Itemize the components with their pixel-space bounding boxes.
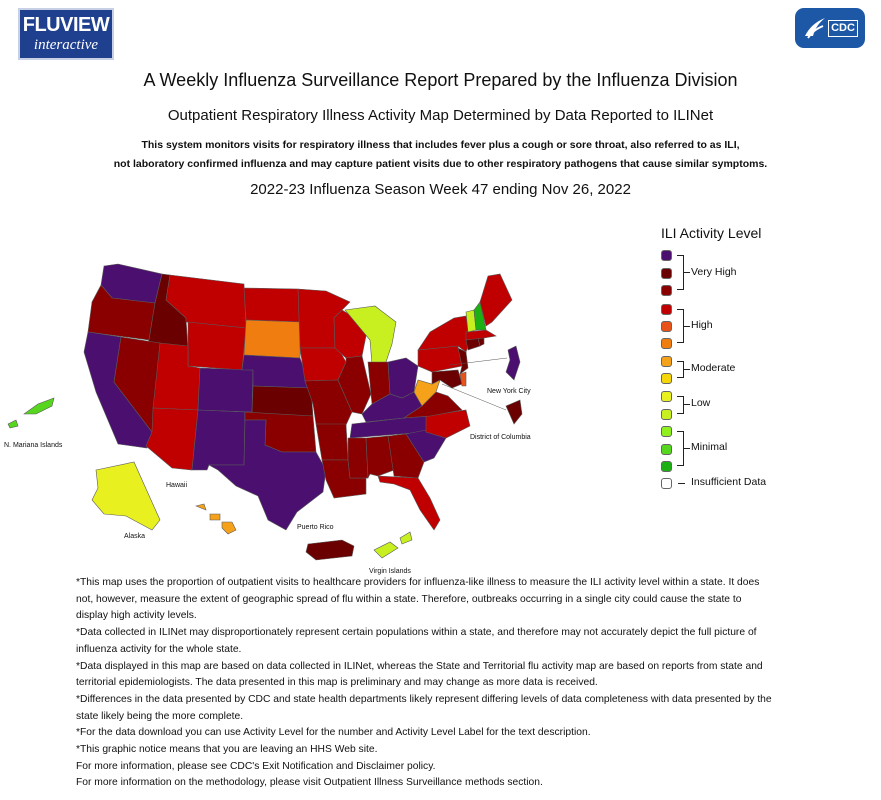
state-north-dakota[interactable] <box>244 288 301 322</box>
state-arizona[interactable] <box>146 408 198 470</box>
legend-swatch-7 <box>661 356 672 367</box>
note-6: *This graphic notice means that you are leaving an HHS Web site. <box>76 744 378 756</box>
legend-swatch-10 <box>661 409 672 420</box>
legend-label-low: Low <box>691 397 711 409</box>
note-4: *Differences in the data presented by CDC and state health departments likely represent differing levels of data completeness with data presented by the state likely being the more complete. <box>76 693 772 722</box>
legend-tick-high <box>683 326 690 327</box>
state-south-dakota[interactable] <box>244 320 301 358</box>
legend-tick-very-high <box>683 272 690 273</box>
note-5: *For the data download you can use Activity Level for the number and Activity Level Label for the text description. <box>76 727 591 739</box>
legend <box>658 225 798 495</box>
legend-label-high: High <box>691 319 713 331</box>
fluview-logo[interactable] <box>18 8 114 60</box>
state-new-mexico[interactable] <box>192 410 245 470</box>
legend-swatch-insufficient <box>661 478 672 489</box>
note-methods-link[interactable]: For more information on the methodology, please visit Outpatient Illness Surveillance methods section. <box>76 777 543 789</box>
legend-swatch-8 <box>661 373 672 384</box>
note-1: *This map uses the proportion of outpatient visits to healthcare providers for influenza-like illness to measure the ILI activity level within a state. It does not, however, measure the extent of geographic spread of flu within a state. Therefore, outbreaks occurring in a single city could cause the state to display high activity levels. <box>76 577 760 622</box>
legend-swatch-11 <box>661 426 672 437</box>
legend-swatch-2 <box>661 268 672 279</box>
state-colorado[interactable] <box>198 368 253 412</box>
state-new-york[interactable] <box>418 316 470 352</box>
hhs-eagle-icon <box>801 14 829 42</box>
legend-swatch-1 <box>661 250 672 261</box>
puerto-rico[interactable] <box>306 540 354 560</box>
description-line-2: not laboratory confirmed influenza and may capture patient visits due to other respiratory pathogens that cause similar symptoms. <box>113 158 768 170</box>
legend-title: ILI Activity Level <box>661 225 762 241</box>
dc-inset[interactable] <box>506 400 522 424</box>
legend-swatch-12 <box>661 444 672 455</box>
legend-swatch-9 <box>661 391 672 402</box>
state-arkansas[interactable] <box>316 424 348 460</box>
label-dc: District of Columbia <box>470 434 531 441</box>
legend-label-very-high: Very High <box>691 266 737 278</box>
footnotes <box>76 575 776 792</box>
label-alaska: Alaska <box>124 533 146 540</box>
legend-tick-insufficient <box>678 483 685 484</box>
note-disclaimer-link[interactable]: For more information, please see CDC's Exit Notification and Disclaimer policy. <box>76 760 436 772</box>
legend-swatch-3 <box>661 285 672 296</box>
legend-label-minimal: Minimal <box>691 441 728 453</box>
legend-tick-low <box>683 404 690 405</box>
fluview-logo-text: FLUVIEW <box>22 14 110 36</box>
state-wyoming[interactable] <box>188 322 246 370</box>
state-florida[interactable] <box>378 476 440 530</box>
legend-swatch-5 <box>661 321 672 332</box>
state-iowa[interactable] <box>300 348 346 381</box>
legend-swatch-6 <box>661 338 672 349</box>
state-mississippi[interactable] <box>348 438 368 478</box>
hawaii[interactable] <box>196 504 236 534</box>
nyc-inset[interactable] <box>506 346 520 380</box>
legend-swatch-13 <box>661 461 672 472</box>
alaska[interactable] <box>92 462 160 530</box>
state-maine[interactable] <box>480 274 512 326</box>
legend-bracket-low <box>677 396 684 414</box>
label-puerto-rico: Puerto Rico <box>297 524 334 531</box>
label-hawaii: Hawaii <box>166 482 188 489</box>
season-label: 2022-23 Influenza Season Week 47 ending Nov 26, 2022 <box>250 181 631 198</box>
legend-label-moderate: Moderate <box>691 362 736 374</box>
fluview-logo-subtext: interactive <box>33 37 99 53</box>
note-2: *Data collected in ILINet may disproportionately represent certain populations within a state, and therefore may not accurately depict the full picture of influenza activity for the whole state. <box>76 627 757 655</box>
legend-tick-moderate <box>683 369 690 370</box>
label-mariana-islands: N. Mariana Islands <box>4 442 63 449</box>
label-nyc: New York City <box>487 388 531 395</box>
cdc-logo[interactable] <box>795 8 865 48</box>
label-virgin-islands: Virgin Islands <box>369 568 411 575</box>
cdc-wordmark: CDC <box>828 20 858 37</box>
description-line-1: This system monitors visits for respiratory illness that includes fever plus a cough or sore throat, also referred to as ILI, <box>141 139 740 151</box>
state-kansas[interactable] <box>252 386 313 416</box>
state-pennsylvania[interactable] <box>418 346 462 372</box>
mariana-islands[interactable] <box>8 398 54 428</box>
legend-swatch-4 <box>661 304 672 315</box>
virgin-islands[interactable] <box>374 532 412 558</box>
page-title: A Weekly Influenza Surveillance Report Prepared by the Influenza Division <box>143 70 738 90</box>
page-subtitle: Outpatient Respiratory Illness Activity Map Determined by Data Reported to ILINet <box>167 107 714 124</box>
legend-tick-minimal <box>683 448 690 449</box>
legend-label-insufficient: Insufficient Data <box>691 476 767 488</box>
us-ili-activity-map <box>0 230 600 575</box>
note-3: *Data displayed in this map are based on data collected in ILINet, whereas the State and Territorial flu activity map are based on reports from state and territorial epidemiologists. The data presented in this map is preliminary and may change as more data is received. <box>76 660 763 689</box>
